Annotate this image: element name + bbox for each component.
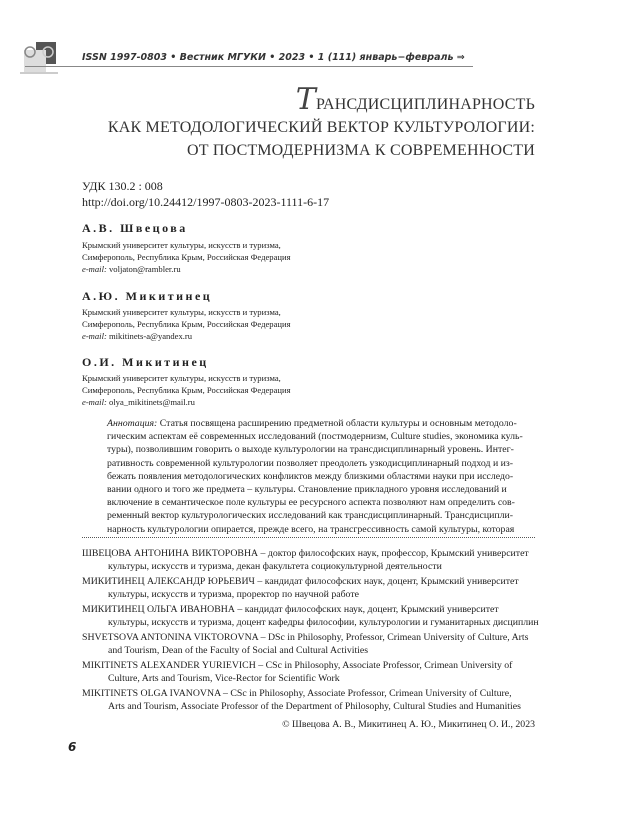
footnote-line: МИКИТИНЕЦ АЛЕКСАНДР ЮРЬЕВИЧ – кандидат философских наук, доцент, Крымский университет <box>82 576 519 587</box>
author-affiliation <box>82 239 291 275</box>
email-address[interactable]: olya_mikitinets@mail.ru <box>108 397 195 407</box>
annotation-line: туры), позволившим говорить о выходе культурологии на трансдисциплинарный уровень. Интег- <box>107 444 514 456</box>
email-label: e-mail: <box>82 331 107 341</box>
page-number: 6 <box>68 740 77 754</box>
author-name: О.И. Микитинец <box>82 355 209 369</box>
header-rule <box>25 66 473 67</box>
affiliation-line: Крымский университет культуры, искусств и туризма, <box>82 373 281 383</box>
annotation-line: вании одного и того же предмета – культуры. Становление прикладного уровня исследований и <box>107 484 507 496</box>
footnote-line: ШВЕЦОВА АНТОНИНА ВИКТОРОВНА – доктор философских наук, профессор, Крымский университет <box>82 548 529 559</box>
email-label: e-mail: <box>82 264 107 274</box>
footnote <box>82 575 535 601</box>
annotation-line: гическим аспектам её современных исследований (постмодернизм, Culture studies, экономика куль- <box>107 431 523 443</box>
article-title <box>107 82 535 162</box>
email-label: e-mail: <box>82 397 107 407</box>
author-email <box>82 330 291 342</box>
footnote <box>82 547 535 573</box>
copyright: © Швецова А. В., Микитинец А. Ю., Микитинец О. И., 2023 <box>282 719 535 730</box>
udk-block <box>82 178 329 210</box>
email-address[interactable]: mikitinets-a@yandex.ru <box>108 331 193 341</box>
author-affiliation <box>82 306 291 342</box>
footnote-line: MIKITINETS ALEXANDER YURIEVICH – CSc in Philosophy, Associate Professor, Crimean University of <box>82 660 513 671</box>
annotation-line: Статья посвящена расширению предметной области культуры и основным методоло- <box>157 418 517 429</box>
footnote-line: Culture, Arts and Tourism, Vice-Rector for Scientific Work <box>108 673 340 684</box>
running-header: ISSN 1997-0803 • Вестник МГУКИ • 2023 • 1 (111) январь−февраль ⇒ <box>82 52 465 63</box>
affiliation-line: Симферополь, Республика Крым, Российская Федерация <box>82 385 291 395</box>
column-capital-logo <box>20 40 58 74</box>
affiliation-line: Симферополь, Республика Крым, Российская Федерация <box>82 252 291 262</box>
affiliation-line: Крымский университет культуры, искусств и туризма, <box>82 307 281 317</box>
author-name: А.Ю. Микитинец <box>82 289 213 303</box>
annotation-line: ративность современной культурологии позволяет преодолеть узкодисциплинарный подход и из- <box>107 457 514 469</box>
title-line: КАК МЕТОДОЛОГИЧЕСКИЙ ВЕКТОР КУЛЬТУРОЛОГИИ: <box>107 119 535 136</box>
annotation <box>107 417 535 536</box>
author-name: А.В. Швецова <box>82 221 188 235</box>
title-line: РАНСДИСЦИПЛИНАРНОСТЬ <box>316 96 535 113</box>
footnote-line: SHVETSOVA ANTONINA VIKTOROVNA – DSc in Philosophy, Professor, Crimean University of Culture, Arts <box>82 632 529 643</box>
title-line: ОТ ПОСТМОДЕРНИЗМА К СОВРЕМЕННОСТИ <box>186 142 535 159</box>
footnote-line: МИКИТИНЕЦ ОЛЬГА ИВАНОВНА – кандидат философских наук, доцент, Крымский университет <box>82 604 499 615</box>
email-address[interactable]: voljaton@rambler.ru <box>108 264 181 274</box>
annotation-label: Аннотация: <box>107 418 158 429</box>
footnote <box>82 659 535 685</box>
footnote-line: культуры, искусств и туризма, декан факультета социокультурной деятельности <box>108 561 442 572</box>
doi-link[interactable]: http://doi.org/10.24412/1997-0803-2023-1111-6-17 <box>82 195 330 209</box>
footnote <box>82 603 539 629</box>
affiliation-line: Крымский университет культуры, искусств и туризма, <box>82 240 281 250</box>
title-drop-cap: Т <box>295 82 316 117</box>
annotation-line: ременный вектор культурологических исследований как трансдисциплинарный. Трансдисципли- <box>107 510 513 522</box>
footnote-separator <box>82 537 535 538</box>
author-email <box>82 263 291 275</box>
annotation-line: включение в семантическое поле культуры ее ресурсного аспекта позволяют нам определить сов- <box>107 497 515 509</box>
footnote-line: Arts and Tourism, Associate Professor of the Department of Philosophy, Cultural Studies and Humanities <box>108 701 521 712</box>
author-email <box>82 396 291 408</box>
author-affiliation <box>82 372 291 408</box>
footnote <box>82 687 535 713</box>
footnote-line: культуры, искусств и туризма, доцент кафедры философии, культурологии и гуманитарных дисциплин <box>108 617 539 628</box>
affiliation-line: Симферополь, Республика Крым, Российская Федерация <box>82 319 291 329</box>
annotation-line: бежать появления методологических конфликтов между близкими областями науки при исследо- <box>107 470 514 482</box>
footnote-line: and Tourism, Dean of the Faculty of Social and Cultural Activities <box>108 645 369 656</box>
udk-code: УДК 130.2 : 008 <box>82 179 163 193</box>
footnote <box>82 631 535 657</box>
annotation-line: нарность культурологии опирается, прежде всего, на трансгрессивность самой культуры, которая <box>107 523 515 535</box>
footnote-line: культуры, искусств и туризма, проректор по научной работе <box>108 589 359 600</box>
footnote-line: MIKITINETS OLGA IVANOVNA – CSc in Philosophy, Associate Professor, Crimean University of Culture, <box>82 688 512 699</box>
